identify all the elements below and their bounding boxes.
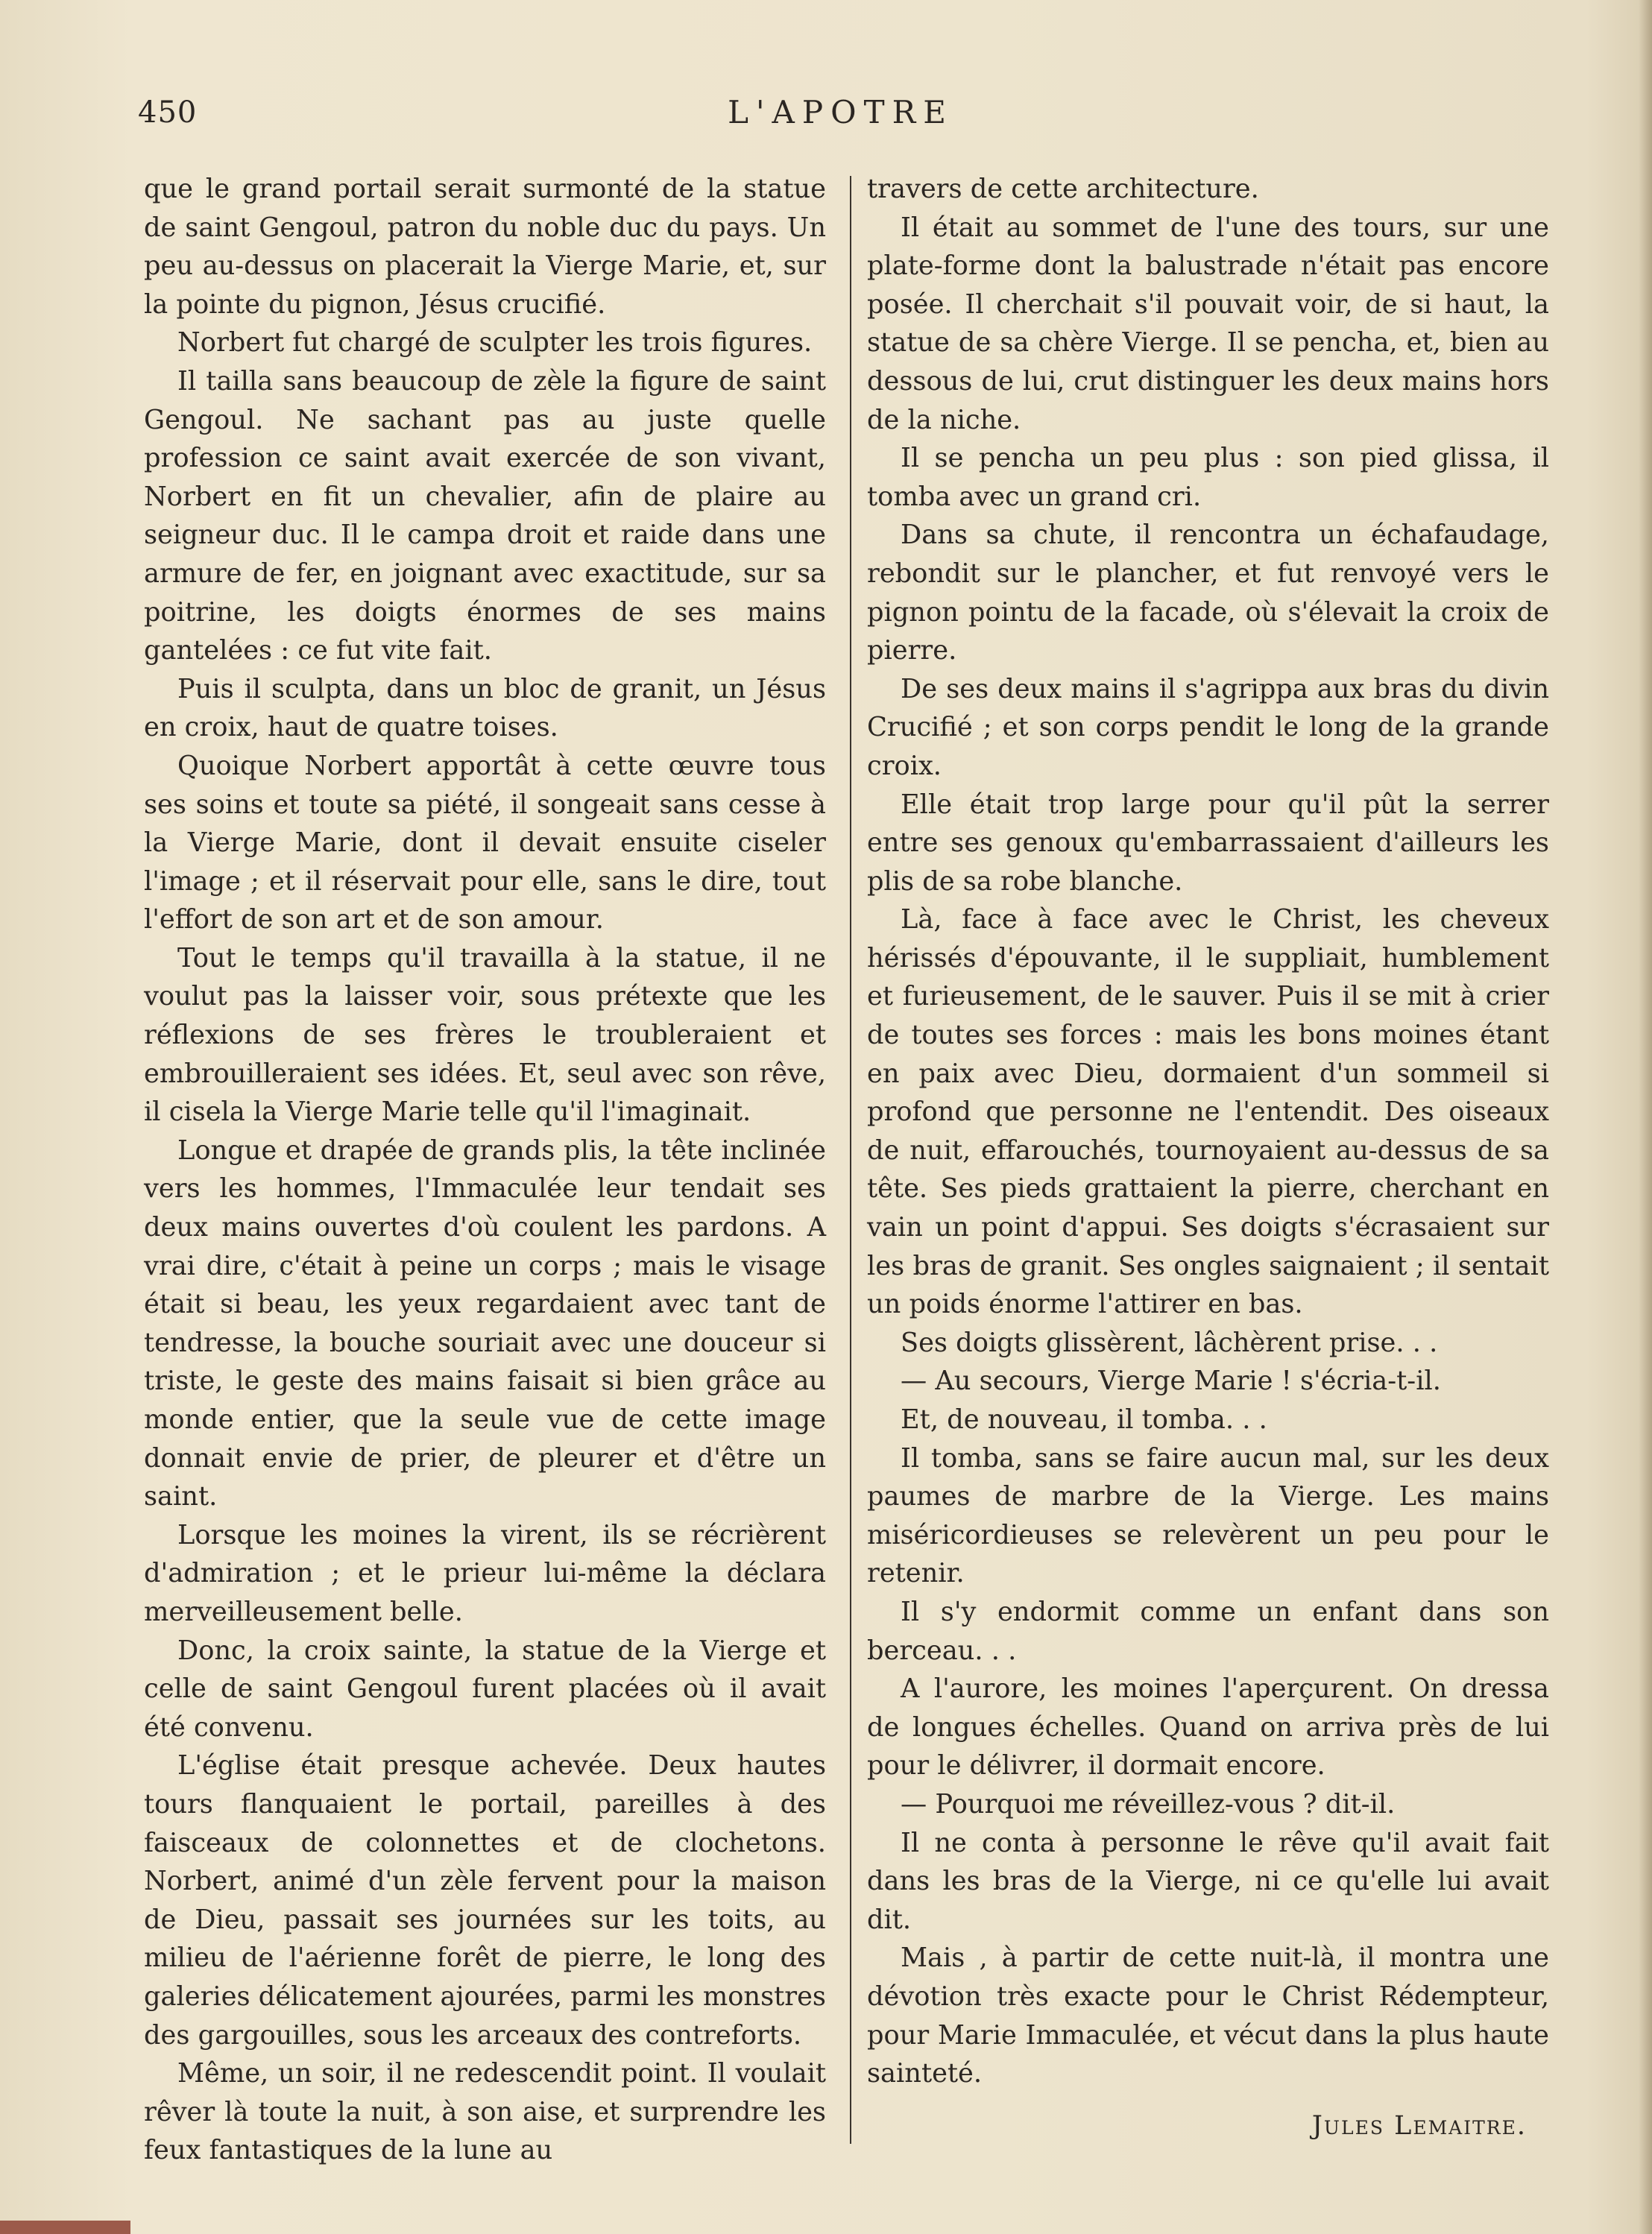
paragraph: De ses deux mains il s'agrippa aux bras du divin Crucifié ; et son corps pendit le long de la grande croix. [867, 673, 1549, 781]
paragraph: — Pourquoi me réveillez-vous ? dit-il. [901, 1788, 1396, 1820]
paragraph: Lorsque les moines la virent, ils se récrièrent d'admiration ; et le prieur lui-même la déclara merveilleusement belle. [144, 1519, 826, 1627]
paragraph: Il ne conta à personne le rêve qu'il avait fait dans les bras de la Vierge, ni ce qu'elle lui avait dit. [867, 1827, 1549, 1935]
page-edge-shadow [1639, 0, 1652, 2234]
paragraph: Donc, la croix sainte, la statue de la Vierge et celle de saint Gengoul furent placées où il avait été convenu. [144, 1635, 826, 1743]
page-header [138, 89, 1543, 142]
paragraph: Elle était trop large pour qu'il pût la serrer entre ses genoux qu'embarrassaient d'ailleurs les plis de sa robe blanche. [867, 789, 1549, 897]
page-corner-mark [0, 2221, 130, 2234]
paragraph: Puis il sculpta, dans un bloc de granit, un Jésus en croix, haut de quatre toises. [144, 673, 826, 743]
right-column [867, 170, 1549, 2093]
paragraph: Norbert fut chargé de sculpter les trois figures. [177, 327, 813, 359]
paragraph: Ses doigts glissèrent, lâchèrent prise. . . [901, 1327, 1438, 1358]
paragraph: Il était au sommet de l'une des tours, sur une plate-forme dont la balustrade n'était pas encore posée. Il cherchait s'il pouvait voir, de si haut, la statue de sa chère Vierge. Il se pencha, et, bien au dessous de lui, crut distinguer les deux mains hors de la niche. [867, 212, 1549, 435]
paragraph: Il tomba, sans se faire aucun mal, sur les deux paumes de marbre de la Vierge. Les mains miséricordieuses se relevèrent un peu pour le retenir. [867, 1442, 1549, 1589]
paragraph: Il se pencha un peu plus : son pied glissa, il tomba avec un grand cri. [867, 443, 1549, 512]
left-column [144, 170, 826, 2170]
paragraph: Dans sa chute, il rencontra un échafaudage, rebondit sur le plancher, et fut renvoyé vers le pignon pointu de la facade, où s'élevait la croix de pierre. [867, 520, 1549, 666]
paragraph: L'église était presque achevée. Deux hautes tours flanquaient le portail, pareilles à des faisceaux de colonnettes et de clochetons. Norbert, animé d'un zèle fervent pour la maison de Dieu, passait ses journées sur les toits, au milieu de l'aérienne forêt de pierre, le long des galeries délicatement ajourées, parmi les monstres des gargouilles, sous les arceaux des contreforts. [144, 1750, 826, 2051]
running-title: L'APOTRE [728, 94, 953, 130]
paragraph: Tout le temps qu'il travailla à la statue, il ne voulut pas la laisser voir, sous prétexte que les réflexions de ses frères le troubleraient et embrouilleraient ses idées. Et, seul avec son rêve, il cisela la Vierge Marie telle qu'il l'imaginait. [144, 942, 826, 1128]
paragraph: travers de cette architecture. [867, 174, 1259, 204]
paragraph: que le grand portail serait surmonté de la statue de saint Gengoul, patron du noble duc du pays. Un peu au-dessus on placerait la Vierge Marie, et, sur la pointe du pignon, Jésus crucifié. [144, 174, 826, 320]
paragraph: Et, de nouveau, il tomba. . . [901, 1404, 1267, 1435]
author-signature: Jules Lemaitre. [1311, 2111, 1527, 2141]
column-divider [850, 176, 851, 2144]
paragraph: A l'aurore, les moines l'aperçurent. On dressa de longues échelles. Quand on arriva près de lui pour le délivrer, il dormait encore. [867, 1673, 1549, 1782]
paragraph: Longue et drapée de grands plis, la tête inclinée vers les hommes, l'Immaculée leur tendait ses deux mains ouvertes d'où coulent les pardons. A vrai dire, c'était à peine un corps ; mais le visage était si beau, les yeux regardaient avec tant de tendresse, la bouche souriait avec une douceur si triste, le geste des mains faisait si bien grâce au monde entier, que la seule vue de cette image donnait envie de prier, de pleurer et d'être un saint. [144, 1135, 826, 1512]
paragraph: Mais , à partir de cette nuit-là, il montra une dévotion très exacte pour le Christ Rédempteur, pour Marie Immaculée, et vécut dans la plus haute sainteté. [867, 1943, 1549, 2089]
page-number: 450 [138, 95, 198, 130]
paragraph: Il s'y endormit comme un enfant dans son berceau. . . [867, 1596, 1549, 1666]
paragraph: Même, un soir, il ne redescendit point. Il voulait rêver là toute la nuit, à son aise, et surprendre les feux fantastiques de la lune au [144, 2058, 826, 2166]
paragraph: Quoique Norbert apportât à cette œuvre tous ses soins et toute sa piété, il songeait sans cesse à la Vierge Marie, dont il devait ensuite ciseler l'image ; et il réservait pour elle, sans le dire, tout l'effort de son art et de son amour. [144, 750, 826, 935]
paragraph: Il tailla sans beaucoup de zèle la figure de saint Gengoul. Ne sachant pas au juste quelle profession ce saint avait exercée de son vivant, Norbert en fit un chevalier, afin de plaire au seigneur duc. Il le campa droit et raide dans une armure de fer, en joignant avec exactitude, sur sa poitrine, les doigts énormes de ses mains gantelées : ce fut vite fait. [144, 365, 826, 666]
paragraph: Là, face à face avec le Christ, les cheveux hérissés d'épouvante, il le suppliait, humblement et furieusement, de le sauver. Puis il se mit à crier de toutes ses forces : mais les bons moines étant en paix avec Dieu, dormaient d'un sommeil si profond que personne ne l'entendit. Des oiseaux de nuit, effarouchés, tournoyaient au-dessus de sa tête. Ses pieds grattaient la pierre, cherchant en vain un point d'appui. Ses doigts s'écrasaient sur les bras de granit. Ses ongles saignaient ; il sentait un poids énorme l'attirer en bas. [867, 904, 1549, 1320]
paragraph: — Au secours, Vierge Marie ! s'écria-t-il. [901, 1366, 1441, 1397]
